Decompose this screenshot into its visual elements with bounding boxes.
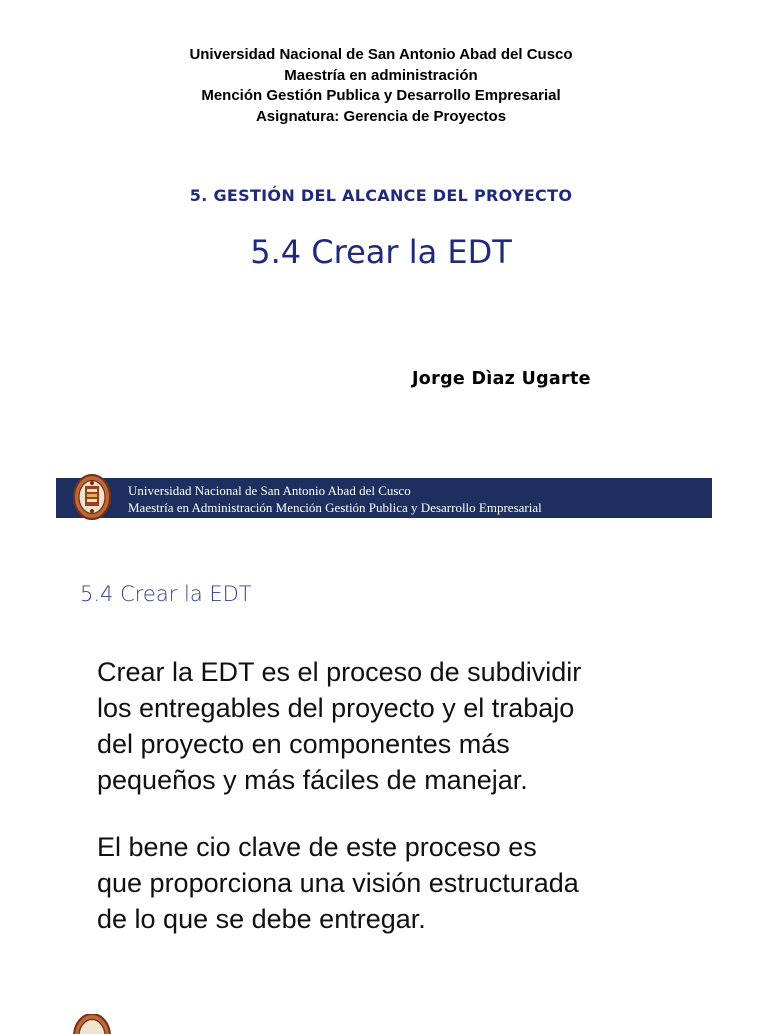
benefit-paragraph — [97, 829, 579, 937]
paragraph-line: que proporciona una visión estructurada — [97, 865, 579, 901]
banner-text — [128, 482, 542, 516]
header-program: Maestría en administración — [0, 66, 762, 87]
paragraph-line: pequeños y más fáciles de manejar. — [97, 762, 581, 798]
university-header — [0, 45, 762, 127]
page-title: 5.4 Crear la EDT — [0, 233, 762, 271]
banner-line-2: Maestría en Administración Mención Gestión Publica y Desarrollo Empresarial — [128, 499, 542, 516]
header-mention: Mención Gestión Publica y Desarrollo Empresarial — [0, 86, 762, 107]
header-university-name: Universidad Nacional de San Antonio Abad del Cusco — [0, 45, 762, 66]
author-name: Jorge Dìaz Ugarte — [412, 369, 591, 389]
paragraph-line: del proyecto en componentes más — [97, 726, 581, 762]
paragraph-line: los entregables del proyecto y el trabajo — [97, 690, 581, 726]
definition-paragraph — [97, 654, 581, 798]
paragraph-line: de lo que se debe entregar. — [97, 901, 579, 937]
paragraph-line: El bene cio clave de este proceso es — [97, 829, 579, 865]
slide-title: 5.4 Crear la EDT — [80, 582, 252, 606]
university-seal-icon — [72, 473, 112, 521]
university-seal-icon — [72, 1014, 112, 1034]
header-course: Asignatura: Gerencia de Proyectos — [0, 107, 762, 128]
paragraph-line: Crear la EDT es el proceso de subdividir — [97, 654, 581, 690]
banner-line-1: Universidad Nacional de San Antonio Abad del Cusco — [128, 482, 542, 499]
section-heading: 5. GESTIÓN DEL ALCANCE DEL PROYECTO — [0, 186, 762, 205]
